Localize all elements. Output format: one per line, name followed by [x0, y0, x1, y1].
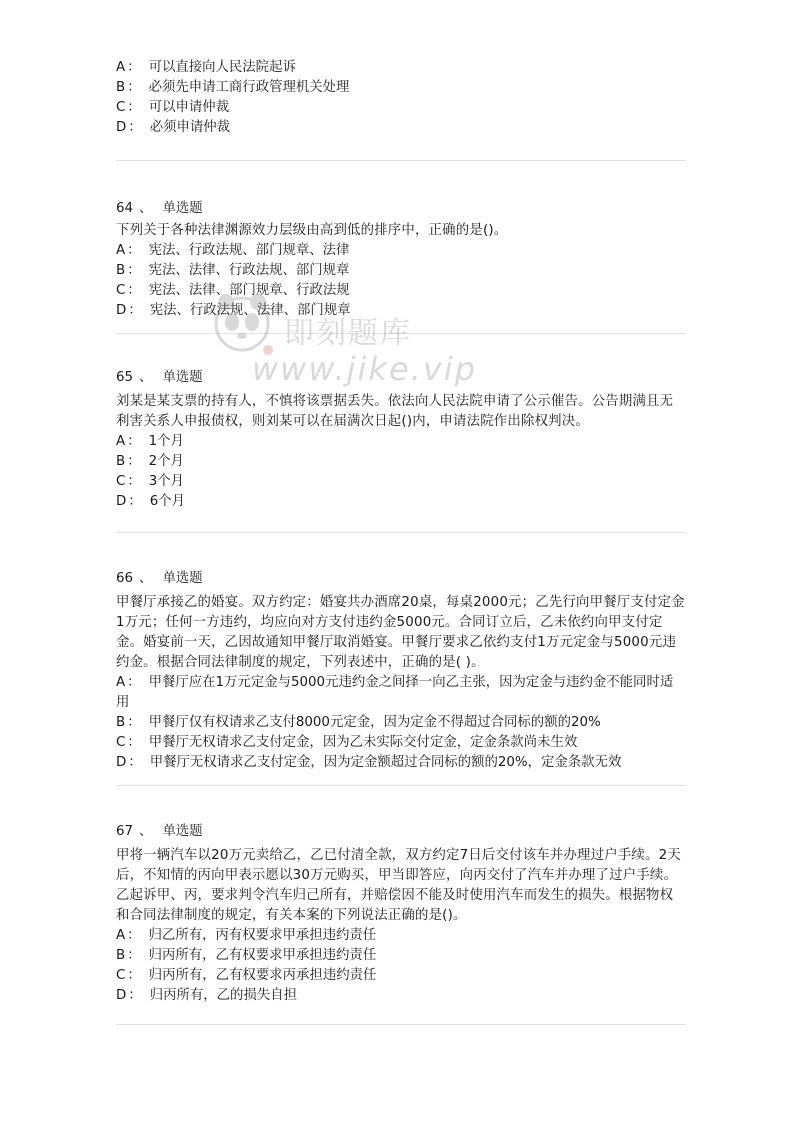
- option-d: D ： 必须申请仲裁: [116, 120, 231, 135]
- option-a: A ： 甲餐厅应在1万元定金与5000元违约金之间择一向乙主张，因为定金与违约金不能同时适用: [116, 675, 674, 710]
- question-header: 67 、 单选题: [116, 824, 203, 839]
- previous-question-options: [116, 58, 686, 138]
- option-b: B ： 必须先申请工商行政管理机关处理: [116, 80, 350, 95]
- option-d: D ： 归丙所有，乙的损失自担: [116, 988, 297, 1003]
- question-stem: 下列关于各种法律渊源效力层级由高到低的排序中，正确的是()。: [116, 223, 508, 238]
- option-a: A ： 归乙所有，丙有权要求甲承担违约责任: [116, 928, 377, 943]
- option-c: C ： 归丙所有，乙有权要求丙承担违约责任: [116, 968, 377, 983]
- option-b: B ： 宪法、法律、行政法规、部门规章: [116, 263, 350, 278]
- option-b: B ： 归丙所有，乙有权要求甲承担违约责任: [116, 948, 377, 963]
- divider: [116, 160, 686, 161]
- question-stem: 刘某是某支票的持有人，不慎将该票据丢失。依法向人民法院申请了公示催告。公告期满且无利害关系人申报债权，则刘某可以在届满次日起()内，申请法院作出除权判决。: [116, 394, 674, 429]
- option-a: A ： 宪法、行政法规、部门规章、法律: [116, 243, 350, 258]
- option-d: D ： 6个月: [116, 494, 186, 509]
- document-page: [116, 58, 686, 1025]
- watermark-url: www.jike.vip: [252, 350, 477, 388]
- question-65: [116, 368, 686, 512]
- option-a: A ： 可以直接向人民法院起诉: [116, 60, 296, 75]
- option-c: C ： 3个月: [116, 474, 185, 489]
- question-header: 64 、 单选题: [116, 201, 203, 216]
- question-stem: 甲餐厅承接乙的婚宴。双方约定：婚宴共办酒席20桌，每桌2000元；乙先行向甲餐厅支付定金1万元；任何一方违约，均应向对方支付违约金5000元。合同订立后，乙未依约向甲支付定金。婚宴前一天，乙因故通知甲餐厅取消婚宴。甲餐厅要求乙依约支付1万元定金与5000元违约金。根据合同法律制度的规定，下列表述中，正确的是( )。: [116, 595, 685, 670]
- divider: [116, 1024, 686, 1025]
- option-b: B ： 甲餐厅仅有权请求乙支付8000元定金，因为定金不得超过合同标的额的20%: [116, 715, 601, 730]
- option-c: C ： 甲餐厅无权请求乙支付定金，因为乙未实际交付定金，定金条款尚未生效: [116, 735, 578, 750]
- divider: [116, 532, 686, 533]
- question-67: [116, 822, 686, 1006]
- question-stem: 甲将一辆汽车以20万元卖给乙，乙已付清全款，双方约定7日后交付该车并办理过户手续。2天后，不知情的丙向甲表示愿以30万元购买，甲当即答应，向丙交付了汽车并办理了过户手续。乙起诉甲、丙，要求判令汽车归己所有，并赔偿因不能及时使用汽车而发生的损失。根据物权和合同法律制度的规定，有关本案的下列说法正确的是()。: [116, 848, 681, 923]
- option-b: B ： 2个月: [116, 454, 184, 469]
- option-a: A ： 1个月: [116, 434, 184, 449]
- option-d: D ： 甲餐厅无权请求乙支付定金，因为定金额超过合同标的额的20%，定金条款无效: [116, 755, 622, 770]
- divider: [116, 333, 686, 334]
- question-66: [116, 569, 686, 773]
- question-header: 66 、 单选题: [116, 571, 203, 586]
- divider: [116, 785, 686, 786]
- watermark-brand: 即刻题库: [284, 316, 412, 351]
- option-c: C ： 可以申请仲裁: [116, 100, 230, 115]
- option-d: D ： 宪法、行政法规、法律、部门规章: [116, 303, 351, 318]
- option-c: C ： 宪法、法律、部门规章、行政法规: [116, 283, 350, 298]
- question-64: [116, 199, 686, 321]
- question-header: 65 、 单选题: [116, 370, 203, 385]
